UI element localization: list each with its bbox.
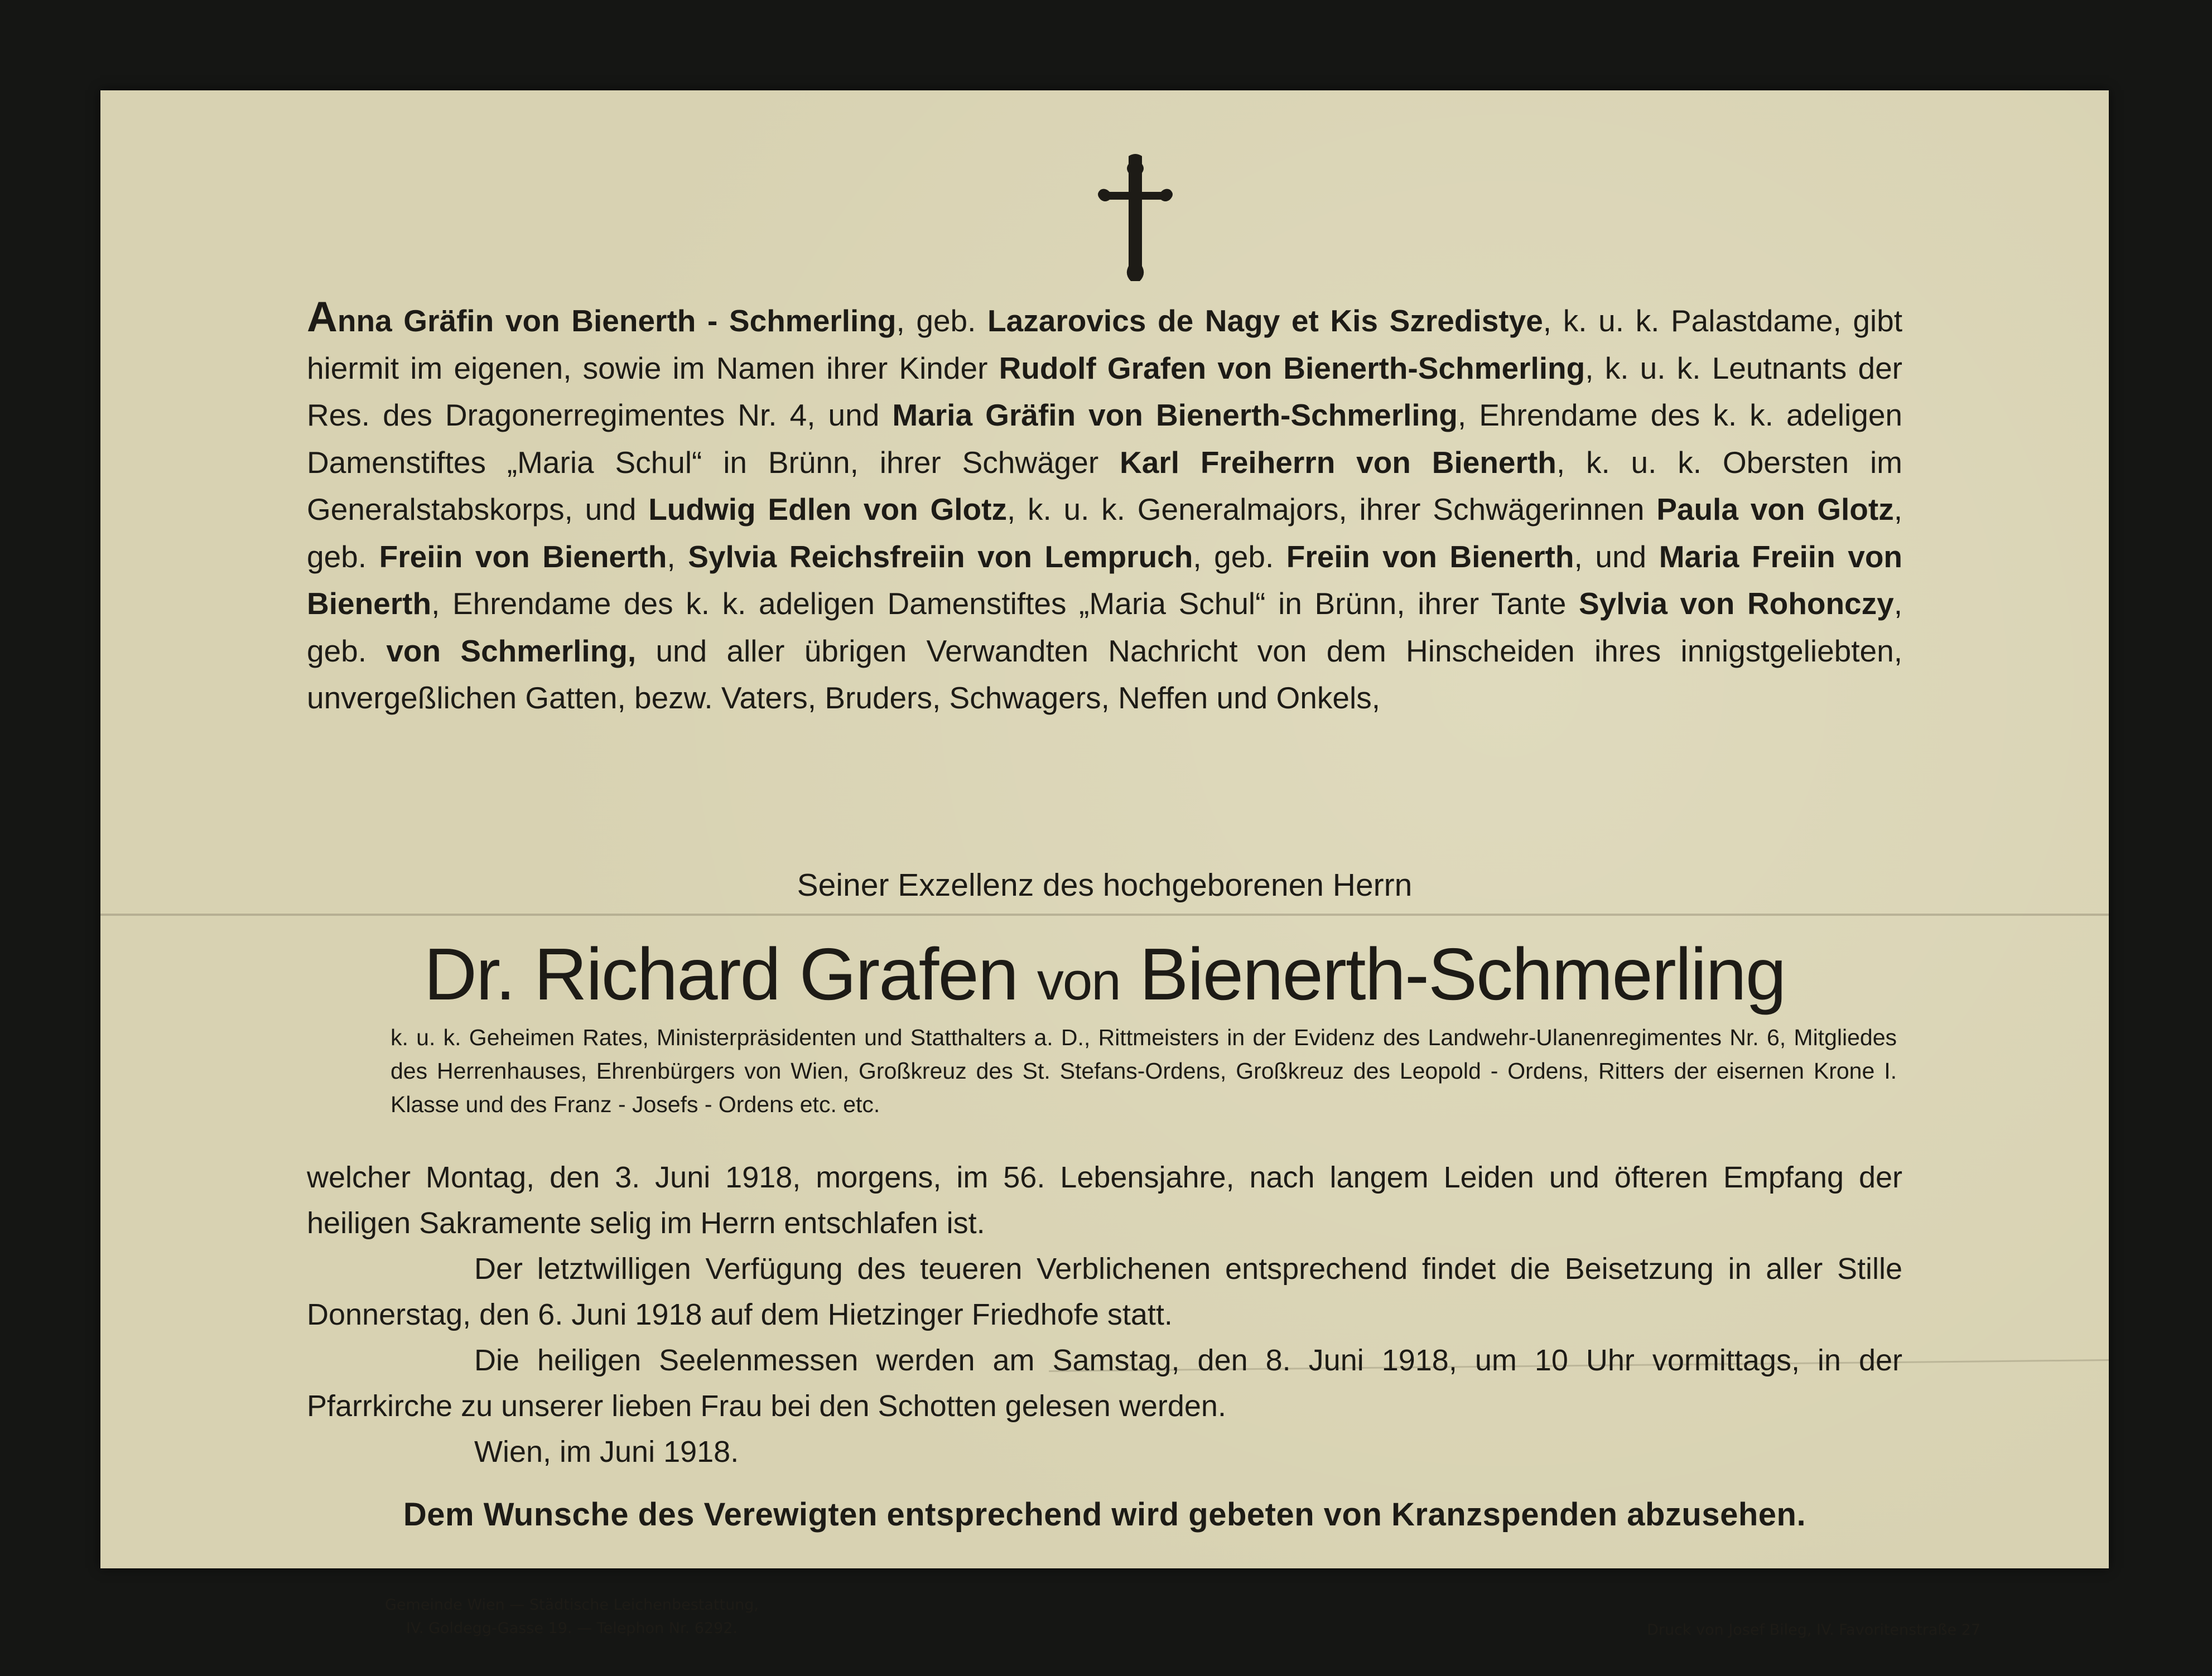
fold-crease bbox=[100, 914, 2109, 916]
text-run: , geb. bbox=[896, 303, 988, 338]
aunt-name: Sylvia von Rohonczy bbox=[1578, 586, 1894, 621]
masses-notice: Die heiligen Seelenmessen werden am Samstag, den 8. Juni 1918, um 10 Uhr vormittags, in der Pfarrkirche zu unserer lieben Frau bei den Schotten gelesen werden. bbox=[307, 1344, 1902, 1423]
text-run: , geb. bbox=[307, 492, 1902, 574]
death-notice: welcher Montag, den 3. Juni 1918, morgens, im 56. Lebensjahre, nach langem Leiden und öfteren Empfang der heiligen Sakramente selig im Herrn entschlafen ist. bbox=[307, 1161, 1902, 1240]
deceased-name-last: Bienerth-Schmerling bbox=[1139, 933, 1786, 1015]
excellency-line: Seiner Exzellenz des hochgeborenen Herrn bbox=[797, 867, 1413, 903]
text-run: , k. u. k. Palastdame, gibt hiermit im eigenen, sowie im Namen ihrer Kinder bbox=[307, 303, 1903, 385]
obituary-card bbox=[100, 90, 2109, 1639]
deceased-name-particle: von bbox=[1037, 951, 1120, 1011]
text-run: , k. u. k. Generalmajors, ihrer Schwägerinnen bbox=[1006, 492, 1657, 527]
burial-notice: Der letztwilligen Verfügung des teueren Verblichenen entsprechend findet die Beisetzung in aller Stille Donnerstag, den 6. Juni 1918 auf dem Hietzinger Friedhofe statt. bbox=[307, 1252, 1902, 1331]
daughter-name: Maria Gräfin von Bienerth-Schmerling bbox=[892, 398, 1458, 432]
text-run: , k. u. k. Obersten im Generalstabskorps, und bbox=[307, 445, 1902, 527]
sister-in-law-name: Paula von Glotz bbox=[1656, 492, 1894, 527]
imprint-line: IV. Goldegg-Gasse 19. — Telephon Nr. 6292. bbox=[406, 1620, 738, 1637]
details-section bbox=[307, 1155, 1902, 1475]
maiden-name: von Schmerling, bbox=[386, 633, 637, 668]
wreath-request: Dem Wunsche des Verewigten entsprechend wird gebeten von Kranzspenden abzusehen. bbox=[403, 1496, 1806, 1533]
text-run: , Ehrendame des k. k. adeligen Damenstiftes „Maria Schul“ in Brünn, ihrer Tante bbox=[431, 586, 1579, 621]
initial-letter: A bbox=[307, 293, 338, 341]
text-run: , k. u. k. Leutnants der Res. des Dragonerregimentes Nr. 4, und bbox=[307, 350, 1902, 432]
widow-name: nna Gräfin von Bienerth - Schmerling bbox=[337, 303, 897, 338]
latin-cross-icon bbox=[1080, 152, 1191, 286]
maiden-name: Freiin von Bienerth bbox=[1286, 539, 1574, 574]
brother-in-law-name: Karl Freiherrn von Bienerth bbox=[1120, 445, 1556, 480]
deceased-titles: k. u. k. Geheimen Rates, Ministerpräsidenten und Statthalters a. D., Rittmeisters in der Evidenz des Landwehr-Ulanenregimentes Nr. 6, Mitgliedes des Herrenhauses, Ehrenbürgers von Wien, Großkreuz des St. Stefans-Ordens, Großkreuz des Leopold - Ordens, Ritters der eisernen Krone I. Klasse und des Franz - Josefs - Ordens etc. etc. bbox=[391, 1025, 1897, 1117]
undertaker-imprint bbox=[321, 1593, 823, 1640]
printer-imprint: Druck von Josef Bileg, IV. Favoritenstraße 27 bbox=[1647, 1621, 1980, 1639]
text-run: und aller übrigen Verwandten Nachricht von dem Hinscheiden ihres innigstgeliebten, unvergeßlichen Gatten, bezw. Vaters, Bruders, Schwagers, Neffen und Onkels, bbox=[307, 633, 1902, 715]
text-run: , Ehrendame des k. k. adeligen Damenstiftes „Maria Schul“ in Brünn, ihrer Schwäger bbox=[307, 398, 1902, 480]
son-name: Rudolf Grafen von Bienerth-Schmerling bbox=[999, 350, 1585, 385]
text-run: , und bbox=[1574, 539, 1659, 574]
announcement-paragraph bbox=[307, 294, 1902, 722]
brother-in-law-name: Ludwig Edlen von Glotz bbox=[648, 492, 1007, 527]
text-run: , bbox=[667, 539, 688, 574]
place-date: Wien, im Juni 1918. bbox=[474, 1435, 739, 1469]
maiden-name: Lazarovics de Nagy et Kis Szredistye bbox=[987, 303, 1543, 338]
deceased-name bbox=[307, 930, 1902, 1026]
deceased-name-first: Dr. Richard Grafen bbox=[423, 933, 1018, 1015]
sister-in-law-name: Sylvia Reichsfreiin von Lempruch bbox=[688, 539, 1193, 574]
text-run: , geb. bbox=[307, 586, 1903, 668]
text-run: , geb. bbox=[1193, 539, 1286, 574]
maiden-name: Freiin von Bienerth bbox=[379, 539, 667, 574]
sister-in-law-name: Maria Freiin von Bienerth bbox=[307, 539, 1903, 621]
imprint-line: Gemeinde Wien — Städtische Leichenbestattung, bbox=[384, 1596, 759, 1614]
